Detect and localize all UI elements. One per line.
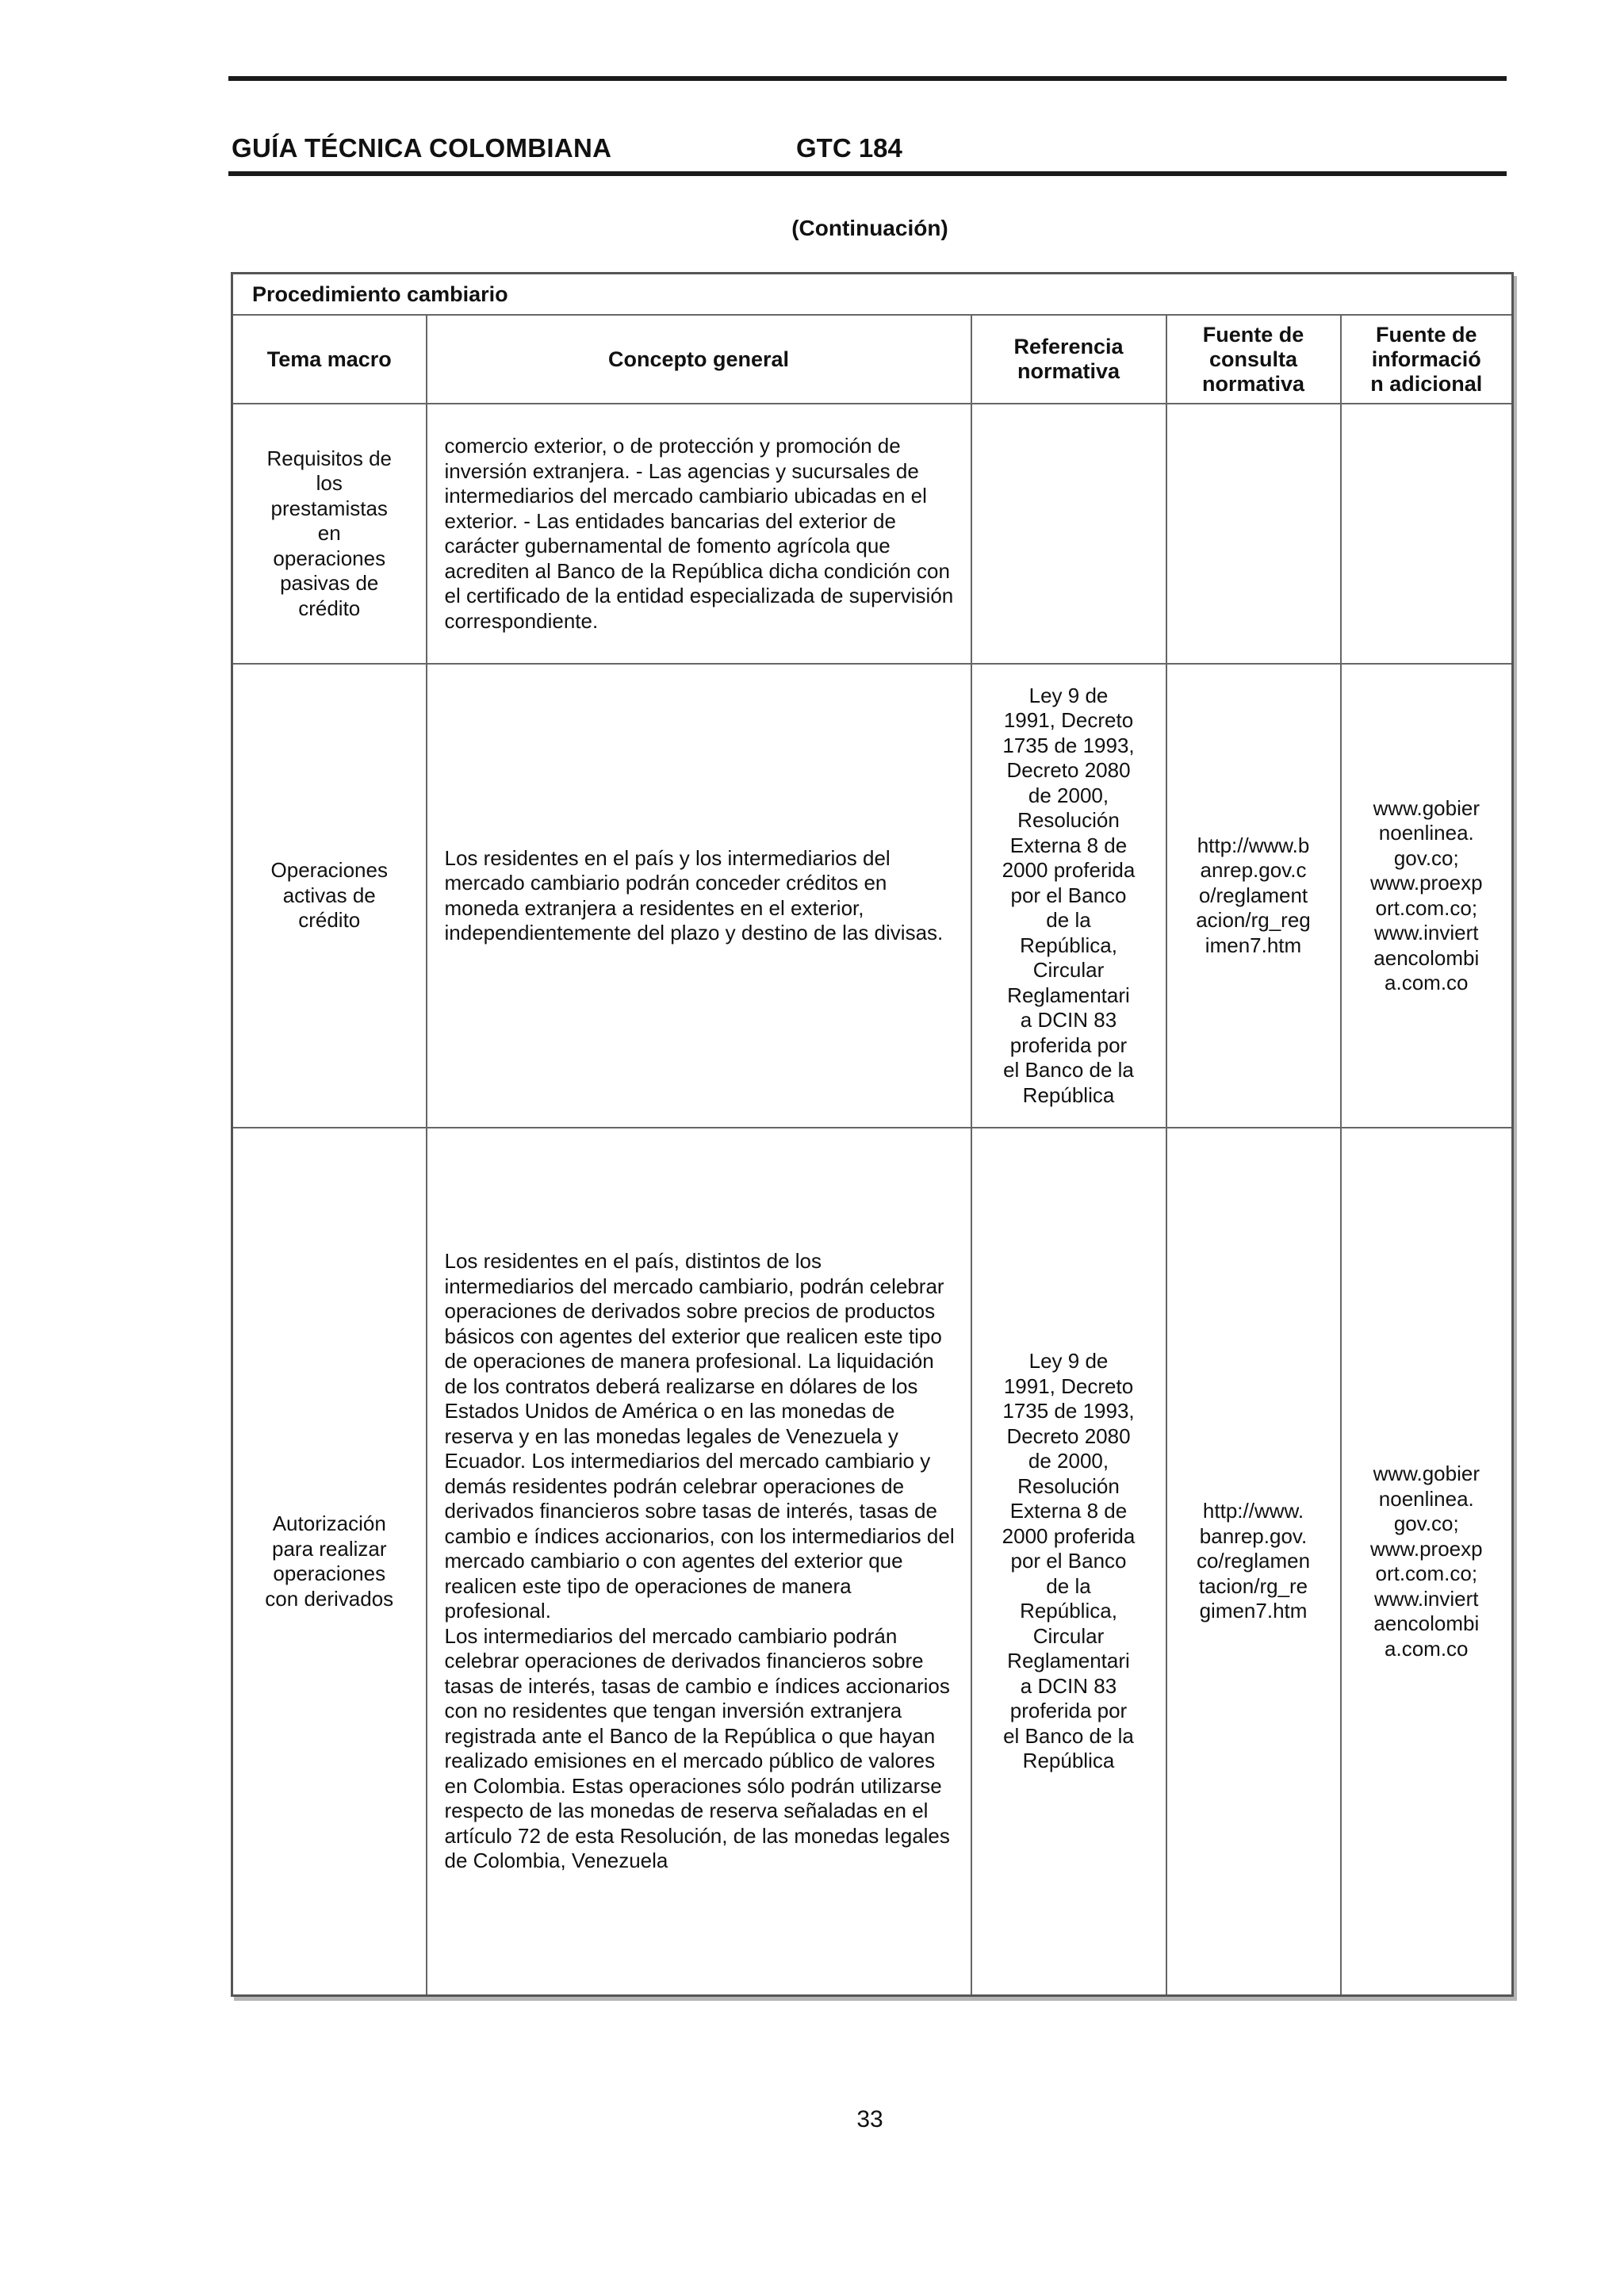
cell-info: www.gobier noenlinea. gov.co; www.proexp ort.com.co; www.inviert aencolombi a.com.co [1341,664,1513,1128]
continuation-label: (Continuación) [791,216,948,240]
cell-referencia: Ley 9 de 1991, Decreto 1735 de 1993, Decreto 2080 de 2000, Resolución Externa 8 de 2000 proferida por el Banco de la República, Circular Reglamentari a DCIN 83 proferida por el Banco de la República [971,1128,1166,1996]
table-row [232,1128,1513,1996]
cell-concepto: Los residentes en el país y los intermediarios del mercado cambiario podrán conceder créditos en moneda extranjera a residentes en el exterior, independientemente del plazo y destino de las divisas. [427,664,971,1128]
cell-concepto: Los residentes en el país, distintos de los intermediarios del mercado cambiario, podrán celebrar operaciones de derivados sobre precios de productos básicos con agentes del exterior que realicen este tipo de operaciones de manera profesional. La liquidación de los contratos deberá realizarse en dólares de los Estados Unidos de América o en las monedas de reserva y en las monedas legales de Venezuela y Ecuador. Los intermediarios del mercado cambiario y demás residentes podrán celebrar operaciones de derivados financieros sobre tasas de interés, tasas de cambio e índices accionarios, con los intermediarios del mercado cambiario o con agentes del exterior que realicen este tipo de operaciones de manera profesional. Los intermediarios del mercado cambiario podrán celebrar operaciones de derivados financieros sobre tasas de interés, tasas de cambio e índices accionarios con no residentes que tengan inversión extranjera registrada ante el Banco de la República o que hayan realizado emisiones en el mercado público de valores en Colombia. Estas operaciones sólo podrán utilizarse respecto de las monedas de reserva señaladas en el artículo 72 de esta Resolución, de las monedas legales de Colombia, Venezuela [427,1128,971,1996]
cell-fuente: http://www. banrep.gov. co/reglamen tacion/rg_re gimen7.htm [1166,1128,1341,1996]
procedure-table [231,272,1514,1997]
cell-referencia: Ley 9 de 1991, Decreto 1735 de 1993, Decreto 2080 de 2000, Resolución Externa 8 de 2000 proferida por el Banco de la República, Circular Reglamentari a DCIN 83 proferida por el Banco de la República [971,664,1166,1128]
col-header-referencia: Referencia normativa [971,315,1166,404]
table-row [232,404,1513,664]
col-header-info: Fuente de informació n adicional [1341,315,1513,404]
cell-tema: Operaciones activas de crédito [232,664,427,1128]
top-rule [228,76,1507,81]
header-rule [228,171,1507,176]
column-header-row [232,315,1513,404]
cell-referencia [971,404,1166,664]
cell-tema: Autorización para realizar operaciones con derivados [232,1128,427,1996]
col-header-fuente: Fuente de consulta normativa [1166,315,1341,404]
document-title: GUÍA TÉCNICA COLOMBIANA [232,133,612,163]
section-row [232,274,1513,316]
page-number: 33 [856,2106,883,2132]
cell-info [1341,404,1513,664]
document-code: GTC 184 [796,133,902,163]
table-row [232,664,1513,1128]
cell-fuente: http://www.b anrep.gov.c o/reglament acion/rg_reg imen7.htm [1166,664,1341,1128]
col-header-concepto: Concepto general [427,315,971,404]
col-header-tema: Tema macro [232,315,427,404]
cell-info: www.gobier noenlinea. gov.co; www.proexp ort.com.co; www.inviert aencolombi a.com.co [1341,1128,1513,1996]
cell-concepto: comercio exterior, o de protección y promoción de inversión extranjera. - Las agencias y sucursales de intermediarios del mercado cambiario ubicadas en el exterior. - Las entidades bancarias del exterior de carácter gubernamental de fomento agrícola que acrediten al Banco de la República dicha condición con el certificado de la entidad especializada de supervisión correspondiente. [427,404,971,664]
cell-tema: Requisitos de los prestamistas en operaciones pasivas de crédito [232,404,427,664]
cell-fuente [1166,404,1341,664]
section-title: Procedimiento cambiario [232,274,1513,316]
